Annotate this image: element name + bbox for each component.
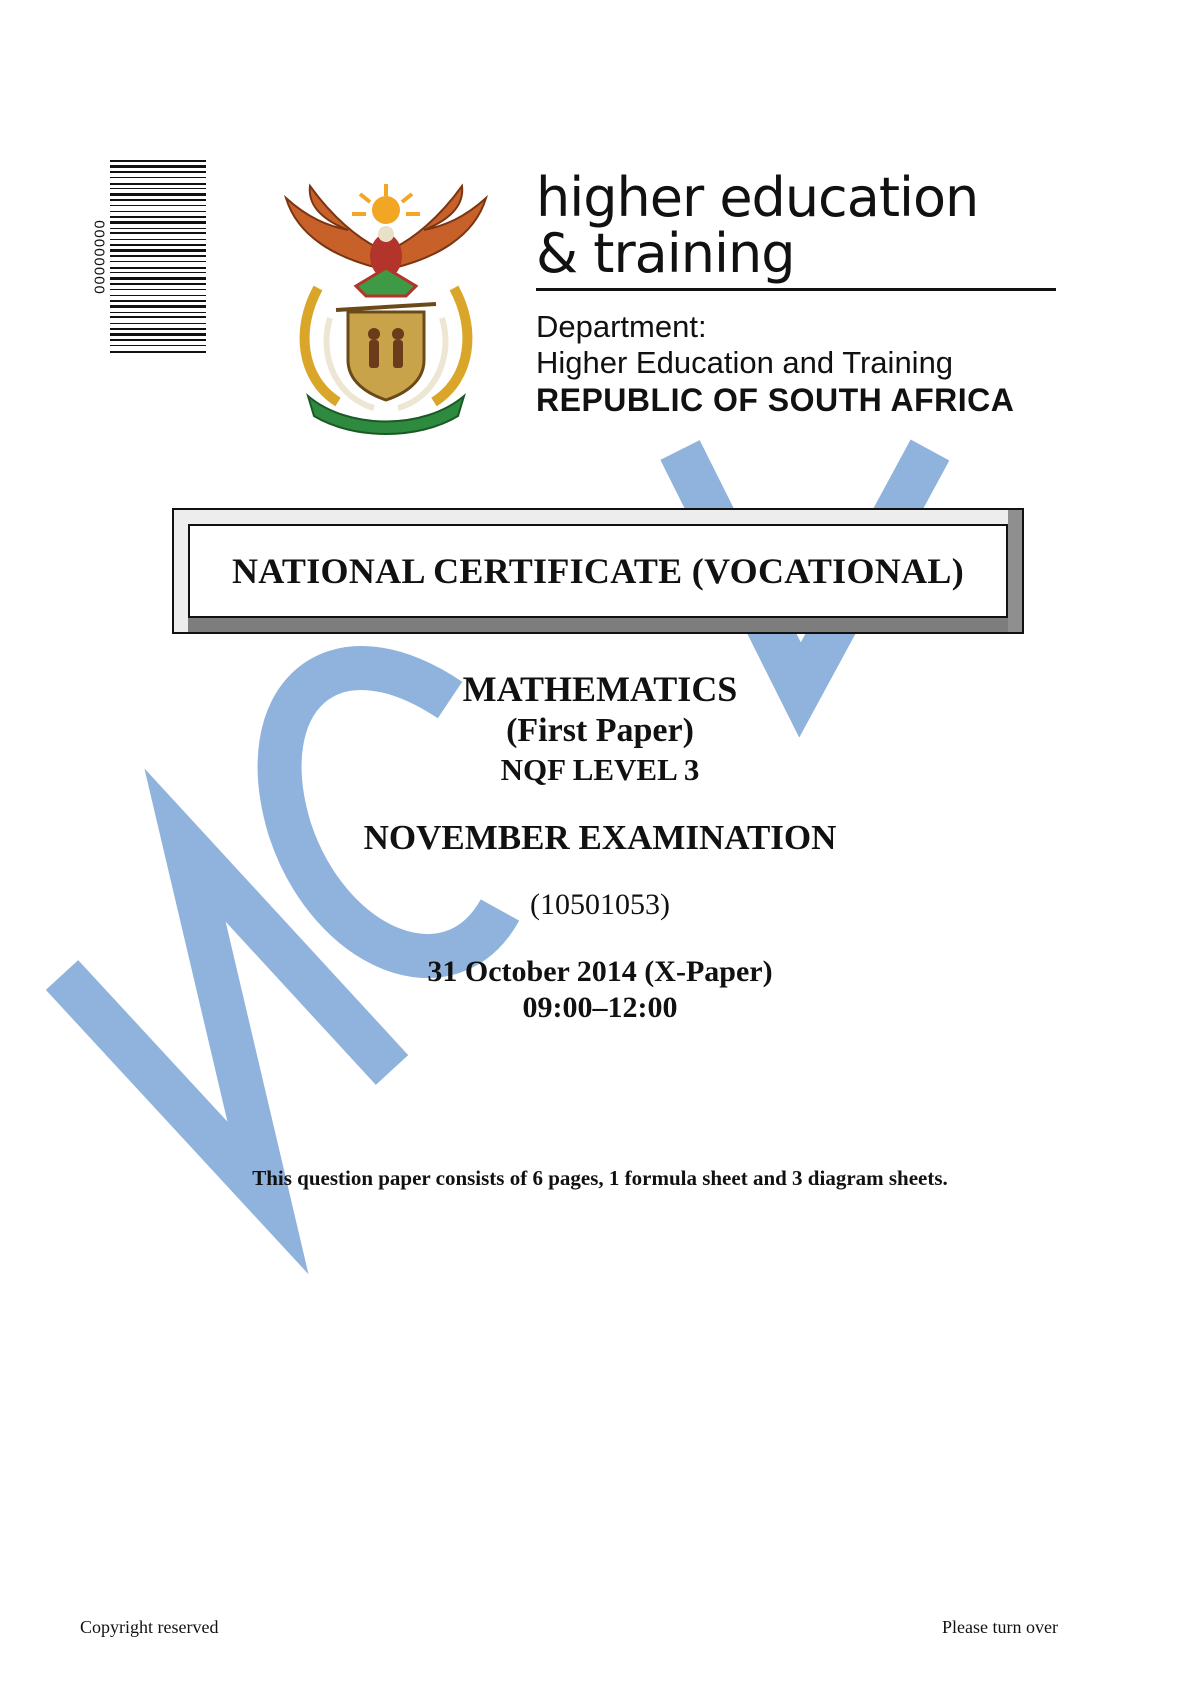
- frame-bevel-top: [174, 510, 1022, 524]
- barcode-bar: [110, 183, 206, 185]
- qualification-title: NATIONAL CERTIFICATE (VOCATIONAL): [232, 551, 964, 591]
- barcode-bar: [110, 232, 206, 234]
- barcode-number: 00000000: [91, 219, 109, 294]
- protea-flower: [356, 268, 416, 296]
- barcode-bar: [110, 165, 206, 168]
- qualification-title-frame: [172, 508, 1024, 634]
- paper-contents-note: This question paper consists of 6 pages, 1 formula sheet and 3 diagram sheets.: [252, 1166, 948, 1190]
- department-country: REPUBLIC OF SOUTH AFRICA: [536, 382, 1015, 418]
- barcode-bar: [110, 239, 206, 240]
- barcode-bar: [110, 305, 206, 308]
- barcode-bar: [110, 289, 206, 290]
- frame-bevel-right: [1008, 510, 1022, 632]
- shield: [348, 312, 424, 400]
- brand-rule: [536, 288, 1056, 291]
- barcode-bar: [110, 339, 206, 341]
- barcode-bar: [110, 177, 206, 178]
- barcode-bar: [110, 160, 206, 162]
- barcode-bar: [110, 295, 206, 296]
- barcode-bar: [110, 199, 206, 201]
- frame-bevel-bottom: [174, 618, 1022, 632]
- barcode-bar: [110, 272, 206, 273]
- barcode-bar: [110, 312, 206, 313]
- barcode-bar: [110, 277, 206, 280]
- exam-date: 31 October 2014 (X-Paper): [427, 955, 773, 988]
- barcode-bar: [110, 267, 206, 269]
- barcode-bar: [110, 216, 206, 218]
- qualification-title-box: [188, 524, 1008, 618]
- coat-of-arms-logo: [278, 178, 494, 436]
- right-wheat: [434, 288, 467, 402]
- barcode-bar: [110, 228, 206, 229]
- barcode-bar: [110, 249, 206, 252]
- barcode-bar: [110, 221, 206, 224]
- sun-rays: [352, 184, 420, 224]
- barcode-bar: [110, 205, 206, 206]
- copyright-note: Copyright reserved: [80, 1617, 219, 1637]
- barcode-bar: [110, 300, 206, 302]
- barcode-bar: [110, 211, 206, 212]
- barcode-bar: [110, 261, 206, 262]
- exam-code: (10501053): [530, 888, 670, 921]
- nqf-level: NQF LEVEL 3: [500, 752, 700, 787]
- barcode-bar: [110, 255, 206, 257]
- barcode-bar: [110, 345, 206, 346]
- barcode-bar: [110, 316, 206, 318]
- turn-over-note: Please turn over: [942, 1617, 1058, 1637]
- barcode-bar: [110, 328, 206, 330]
- department-label: Department:: [536, 309, 707, 344]
- barcode: [110, 160, 206, 356]
- exam-session: NOVEMBER EXAMINATION: [363, 818, 837, 857]
- barcode-bar: [110, 333, 206, 336]
- brand-line-2: & training: [536, 222, 795, 285]
- barcode-bar: [110, 323, 206, 324]
- frame-bevel-left: [174, 510, 188, 632]
- barcode-bar: [110, 283, 206, 285]
- subject-title: MATHEMATICS: [462, 669, 738, 709]
- barcode-bar: [110, 188, 206, 189]
- paper-title: (First Paper): [506, 712, 694, 749]
- department-name: Higher Education and Training: [536, 345, 954, 380]
- barcode-bar: [110, 193, 206, 196]
- left-wheat: [305, 288, 338, 402]
- barcode-bar: [110, 171, 206, 173]
- department-block: [536, 166, 1056, 419]
- brand-line-1: higher education: [536, 166, 979, 229]
- exam-time: 09:00–12:00: [522, 991, 678, 1024]
- barcode-bar: [110, 351, 206, 353]
- barcode-bar: [110, 244, 206, 246]
